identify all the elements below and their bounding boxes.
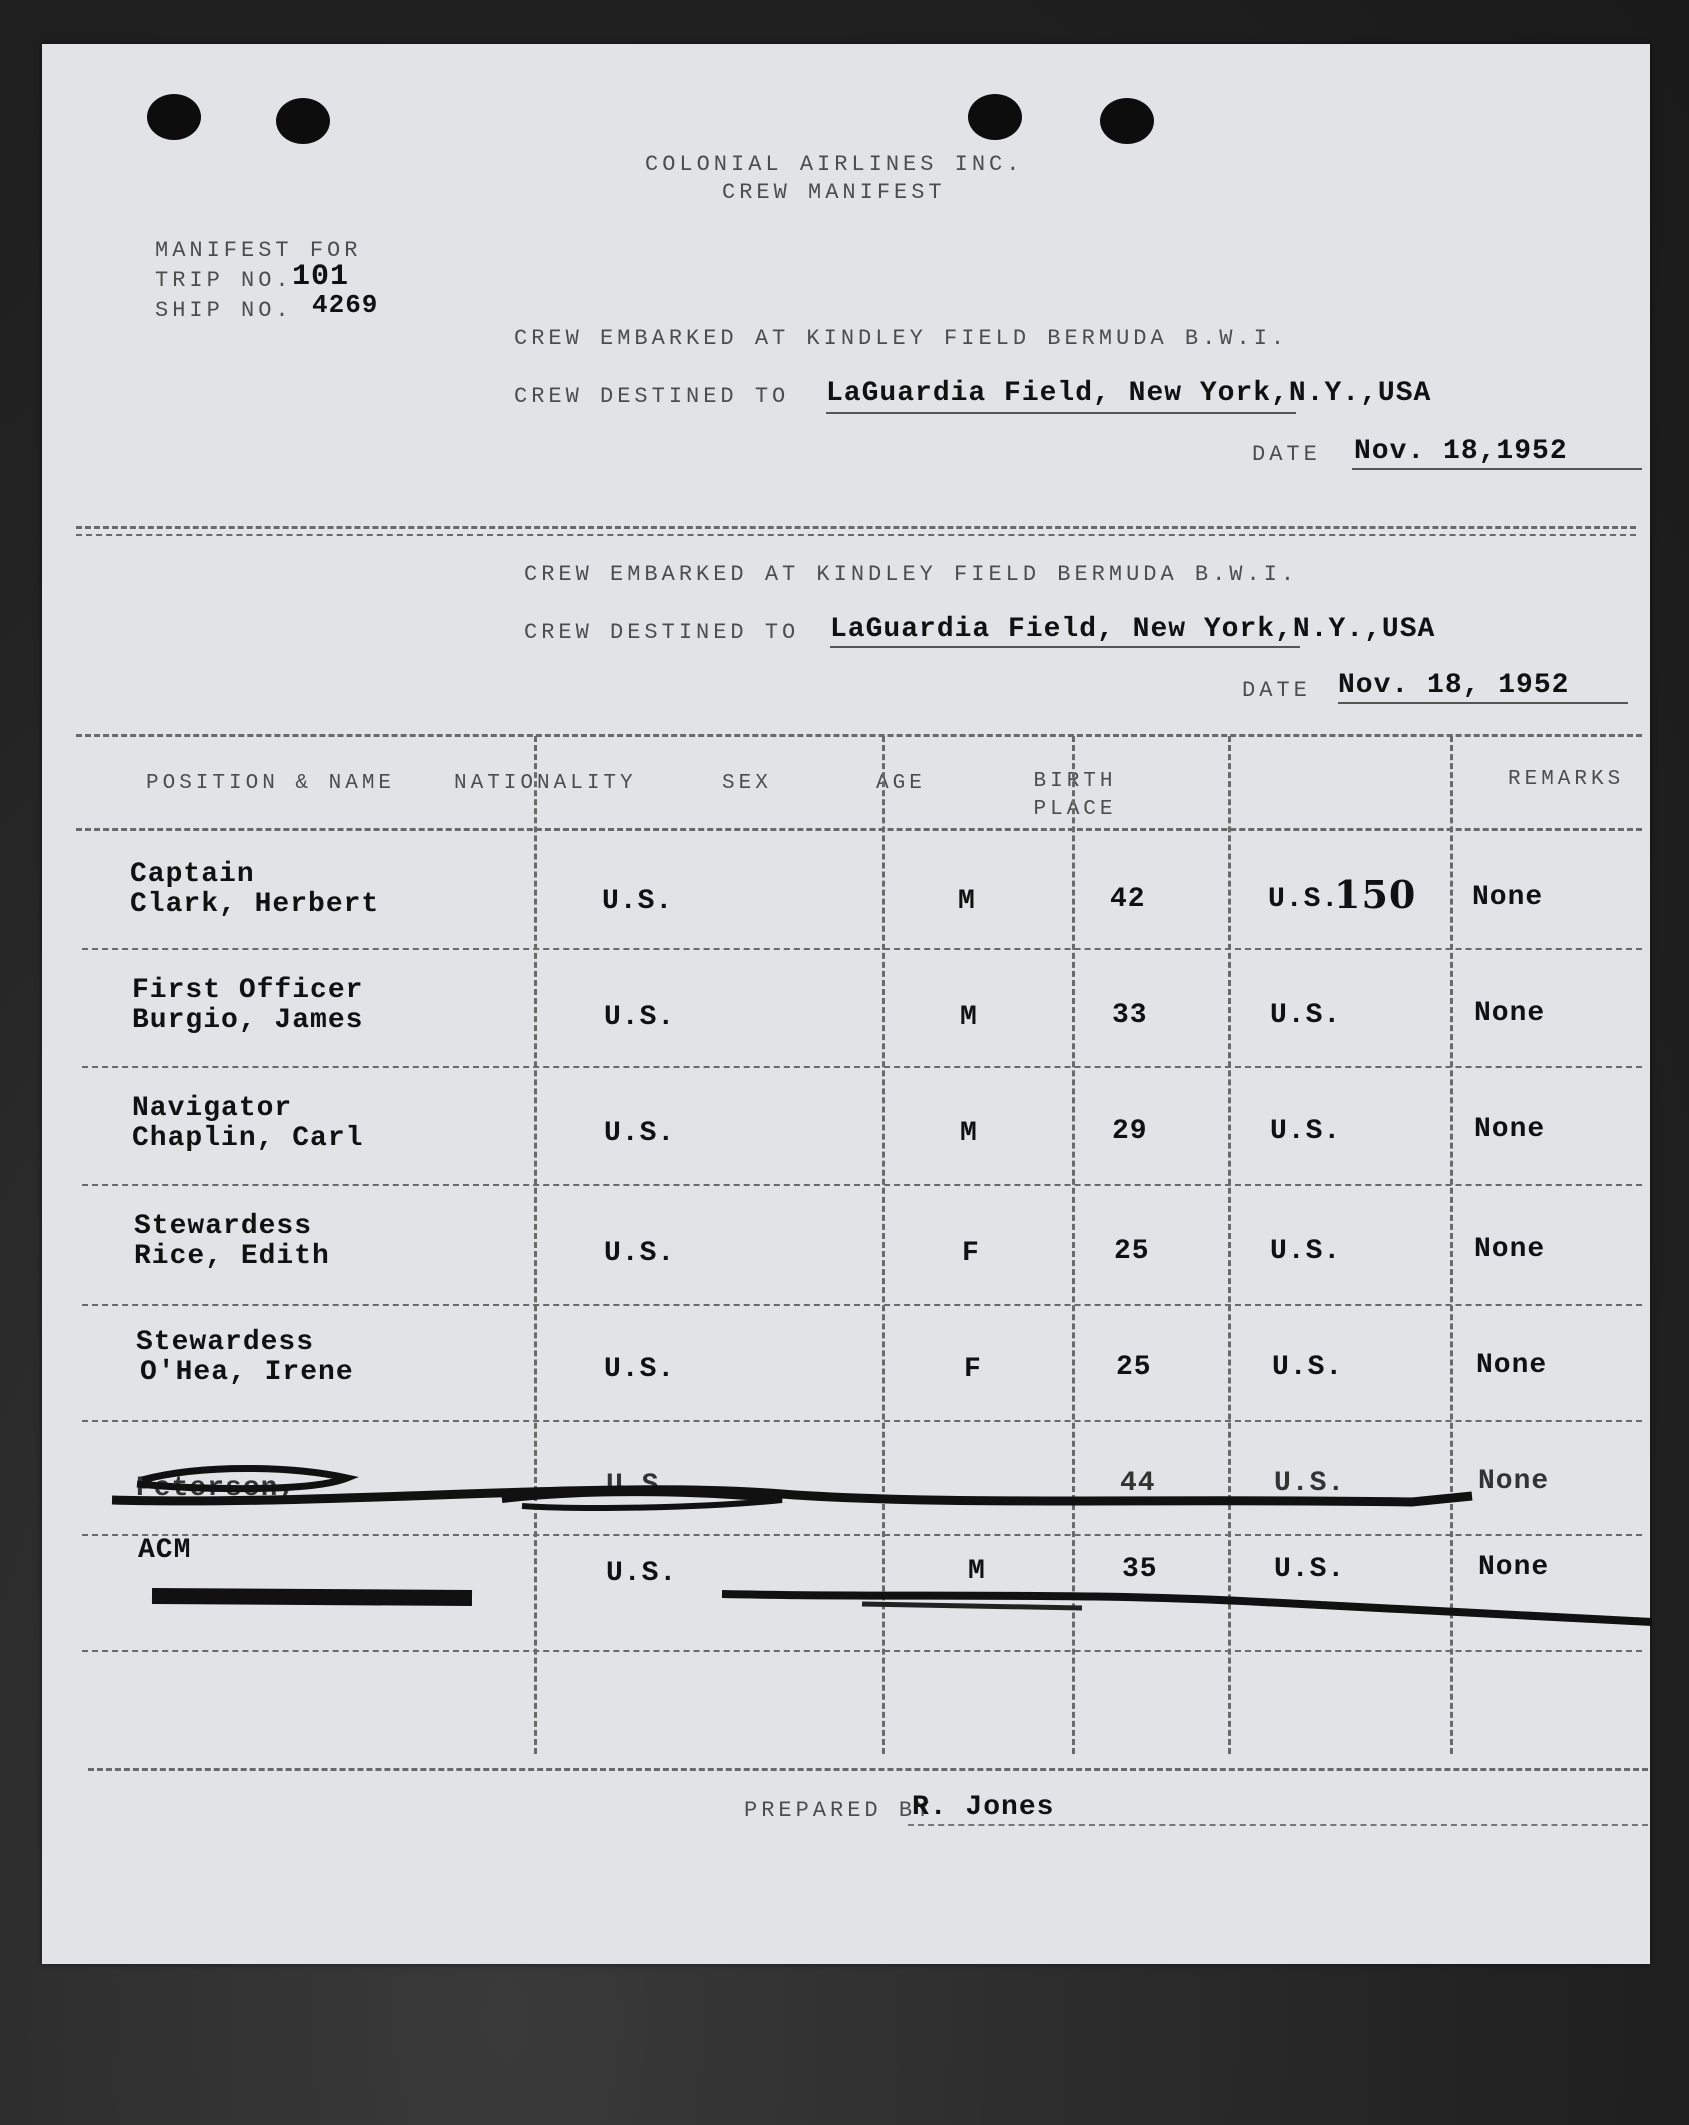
row-age: 33 — [1112, 1000, 1148, 1031]
embarked-label-2: CREW EMBARKED AT KINDLEY FIELD BERMUDA B.W.I. — [524, 562, 1299, 587]
row-nationality: U.S. — [606, 1558, 678, 1589]
row-remarks: None — [1478, 1466, 1550, 1497]
ship-no-label: SHIP NO. — [155, 298, 293, 323]
row-remarks: None — [1474, 1114, 1546, 1145]
table-top-line — [76, 734, 1642, 737]
row-position: Captain — [130, 859, 255, 890]
row-age: 42 — [1110, 884, 1146, 915]
row-sex: M — [960, 1118, 978, 1149]
row-remarks: None — [1474, 1234, 1546, 1265]
punch-hole — [968, 94, 1022, 140]
header-nationality: NATIONALITY — [454, 772, 637, 795]
date-value-1: Nov. 18,1952 — [1354, 436, 1568, 467]
row-position: Navigator — [132, 1093, 293, 1124]
punch-hole — [1100, 98, 1154, 144]
row-position: Stewardess — [136, 1327, 315, 1358]
header-sex: SEX — [722, 772, 772, 795]
row-remarks: None — [1474, 998, 1546, 1029]
row-position: Stewardess — [134, 1211, 313, 1242]
date-underline-2 — [1338, 702, 1628, 704]
header-position-name: POSITION & NAME — [146, 772, 396, 795]
row-name: Chaplin, Carl — [132, 1123, 364, 1154]
punch-hole — [276, 98, 330, 144]
row-name: Burgio, James — [132, 1005, 364, 1036]
row-birthplace: U.S. — [1274, 1468, 1346, 1499]
row-remarks: None — [1478, 1552, 1550, 1583]
row-birthplace: U.S. — [1270, 1000, 1342, 1031]
row-birthplace: U.S. — [1268, 884, 1340, 915]
row-position: First Officer — [132, 975, 364, 1006]
row-birthplace: U.S. — [1270, 1236, 1342, 1267]
trip-no-value: 101 — [292, 260, 350, 294]
company-name: COLONIAL AIRLINES INC. — [645, 152, 1024, 177]
prepared-by-value: R. Jones — [912, 1792, 1055, 1823]
row-name: Clark, Herbert — [130, 889, 380, 920]
header-age: AGE — [876, 772, 926, 795]
ship-no-value: 4269 — [312, 290, 379, 320]
handwritten-note: 150 — [1334, 872, 1417, 917]
date-value-2: Nov. 18, 1952 — [1338, 670, 1570, 701]
row-sex: F — [962, 1238, 980, 1269]
prepared-by-underline — [908, 1824, 1648, 1826]
row-age: 44 — [1120, 1468, 1156, 1499]
table-bottom-line — [88, 1768, 1648, 1771]
row-line — [82, 1184, 1642, 1186]
prepared-by-label: PREPARED BY — [744, 1798, 934, 1823]
row-nationality: U.S. — [602, 886, 674, 917]
row-age: 25 — [1114, 1236, 1150, 1267]
row-name: Peterson, — [136, 1473, 297, 1504]
row-nationality: U.S. — [606, 1470, 678, 1501]
row-age: 29 — [1112, 1116, 1148, 1147]
row-name: O'Hea, Irene — [140, 1357, 354, 1388]
table-header-line — [76, 828, 1642, 831]
date-underline-1 — [1352, 468, 1642, 470]
row-line — [82, 1304, 1642, 1306]
header-remarks: REMARKS — [1508, 768, 1625, 791]
divider-line — [76, 534, 1636, 536]
manifest-for-label: MANIFEST FOR — [155, 238, 362, 263]
row-sex: M — [968, 1556, 986, 1587]
row-birthplace: U.S. — [1270, 1116, 1342, 1147]
strikeout-marks — [82, 1444, 1652, 1674]
row-nationality: U.S. — [604, 1002, 676, 1033]
manifest-page — [42, 44, 1650, 1964]
row-line — [82, 1420, 1642, 1422]
row-age: 35 — [1122, 1554, 1158, 1585]
trip-no-label: TRIP NO. — [155, 268, 293, 293]
row-age: 25 — [1116, 1352, 1152, 1383]
destined-label-2: CREW DESTINED TO — [524, 620, 800, 645]
row-line — [82, 948, 1642, 950]
destination-underline-2 — [830, 646, 1300, 648]
document-title: CREW MANIFEST — [722, 180, 946, 205]
punch-hole — [147, 94, 201, 140]
embarked-label-1: CREW EMBARKED AT KINDLEY FIELD BERMUDA B.W.I. — [514, 326, 1289, 351]
header-birth-place: BIRTH PLACE — [1033, 770, 1117, 821]
row-birthplace: U.S. — [1274, 1554, 1346, 1585]
row-remarks: None — [1472, 882, 1544, 913]
date-label-1: DATE — [1252, 442, 1321, 467]
row-position: ACM — [138, 1535, 192, 1566]
row-nationality: U.S. — [604, 1238, 676, 1269]
destined-label-1: CREW DESTINED TO — [514, 384, 790, 409]
row-sex: M — [960, 1002, 978, 1033]
row-nationality: U.S. — [604, 1118, 676, 1149]
row-sex: M — [958, 886, 976, 917]
row-sex: F — [964, 1354, 982, 1385]
destination-underline-1 — [826, 412, 1296, 414]
row-line — [82, 1066, 1642, 1068]
destination-2: LaGuardia Field, New York,N.Y.,USA — [830, 614, 1436, 645]
destination-1: LaGuardia Field, New York,N.Y.,USA — [826, 378, 1432, 409]
row-remarks: None — [1476, 1350, 1548, 1381]
row-nationality: U.S. — [604, 1354, 676, 1385]
row-name: Rice, Edith — [134, 1241, 330, 1272]
divider-line — [76, 526, 1636, 529]
date-label-2: DATE — [1242, 678, 1311, 703]
row-birthplace: U.S. — [1272, 1352, 1344, 1383]
